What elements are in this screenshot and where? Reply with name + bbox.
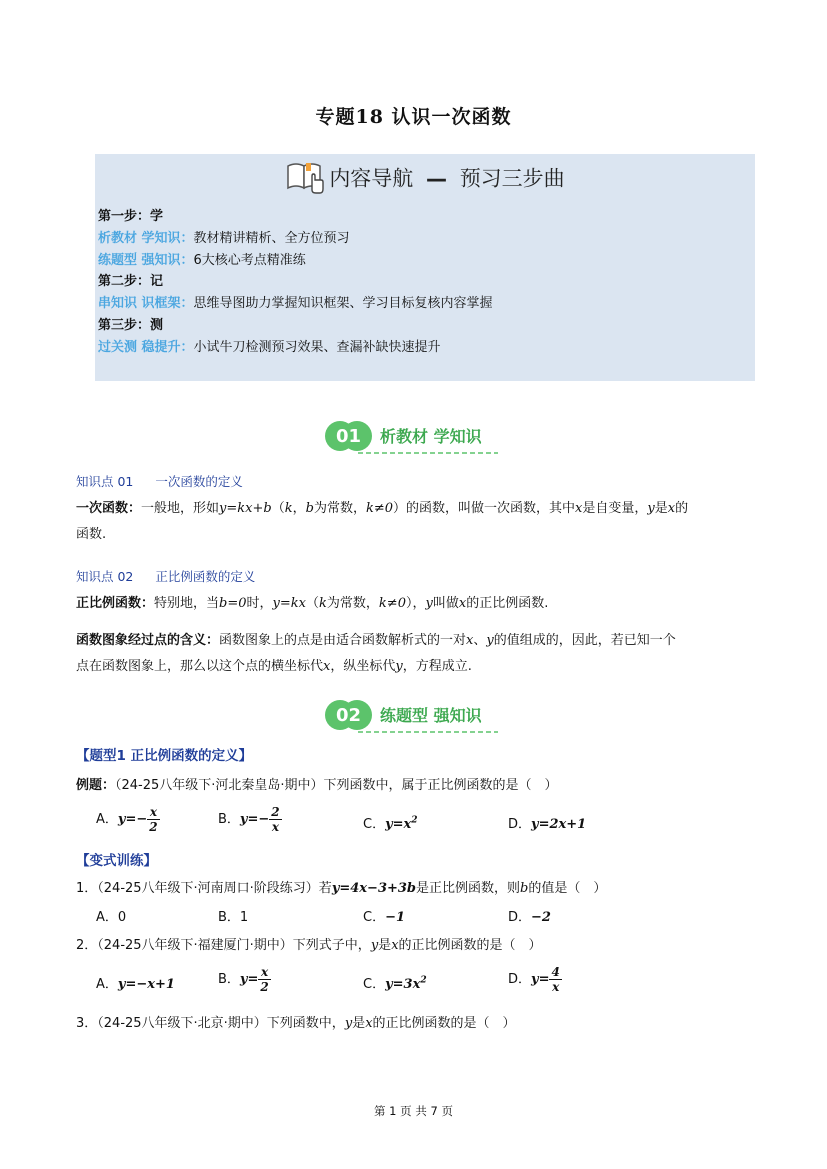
nav-heading-sep: —	[426, 166, 447, 191]
nav-row-4: 过关测 稳提升：小试牛刀检测预习效果、查漏补缺快速提升	[98, 339, 441, 355]
section1-num: 01	[335, 426, 362, 447]
nav-heading-a: 内容导航	[329, 166, 414, 191]
def-linear-function: 一次函数：一般地，形如y=kx+b（k，b为常数，k≠0）的函数，叫做一次函数，其中x是自变量，y是x的 函数.	[76, 501, 689, 542]
question-type-1: 【题型1 正比例函数的定义】	[76, 748, 253, 764]
nav-row-1: 析教材 学知识：教材精讲精析、全方位预习	[98, 230, 350, 246]
step2-label: 第二步：记	[98, 274, 164, 290]
q1-option-a: A．0	[96, 910, 127, 925]
nav-row-3: 串知识 识框架：思维导图助力掌握知识框架、学习目标复核内容掌握	[98, 296, 493, 312]
nav-heading	[95, 160, 755, 199]
q1-option-c: C．−1	[363, 910, 406, 925]
section-badge-02	[324, 698, 504, 732]
knowledge-point-2: 知识点 02 正比例函数的定义	[76, 569, 256, 584]
example-option-a: A．y=− $\frac{x}{2}$	[96, 805, 158, 834]
example-option-c: C．$y=x^2$	[363, 815, 418, 832]
example-option-d: D．y=2x+1	[508, 817, 587, 832]
def-proportional-function: 正比例函数：特别地，当b=0时，y=kx（k为常数，k≠0），y叫做x的正比例函数.	[76, 596, 549, 611]
example-question: 例题：（24-25八年级下·河北秦皇岛·期中）下列函数中，属于正比例函数的是（ ）	[76, 778, 558, 793]
example-option-b: B．y=− $\frac{2}{x}$	[218, 805, 280, 834]
variant-training: 【变式训练】	[76, 853, 157, 869]
q2-option-b: B．y= $\frac{x}{2}$	[218, 965, 269, 994]
q1-text: 1．（24-25八年级下·河南周口·阶段练习）若y=4x−3+3b是正比例函数，则b的值是（ ）	[76, 881, 607, 896]
q2-option-c: C．$y=3x^2$	[363, 975, 427, 992]
q2-text: 2．（24-25八年级下·福建厦门·期中）下列式子中，y是x的正比例函数的是（ ）	[76, 938, 542, 953]
section1-label: 析教材 学知识	[380, 427, 482, 446]
section-badge-01	[324, 419, 504, 453]
page-footer: 第 1 页 共 7 页	[374, 1104, 453, 1118]
section2-num: 02	[335, 705, 362, 726]
q2-option-a: A．y=−x+1	[96, 977, 175, 992]
q2-option-d: D．y= $\frac{4}{x}$	[508, 965, 560, 994]
nav-heading-b: 预习三步曲	[459, 166, 565, 191]
q1-option-d: D．−2	[508, 910, 551, 925]
section2-label: 练题型 强知识	[380, 706, 482, 725]
page-title: 专题18 认识一次函数	[315, 106, 512, 128]
step1-label: 第一步：学	[98, 209, 164, 224]
step3-label: 第三步：测	[98, 317, 164, 333]
content-nav-box	[95, 154, 755, 381]
def-point-on-graph: 函数图象经过点的含义：函数图象上的点是由适合函数解析式的一对x、y的值组成的，因此，若已知一个 点在函数图象上，那么以这个点的横坐标代x，纵坐标代y，方程成立.	[76, 633, 676, 674]
nav-row-2: 练题型 强知识：6大核心考点精准练	[98, 252, 306, 268]
book-pointer-icon	[285, 160, 325, 199]
q1-option-b: B．1	[218, 910, 249, 925]
q3-text: 3．（24-25八年级下·北京·期中）下列函数中，y是x的正比例函数的是（ ）	[76, 1016, 516, 1031]
nav-steps	[98, 206, 493, 359]
knowledge-point-1: 知识点 01 一次函数的定义	[76, 474, 243, 489]
